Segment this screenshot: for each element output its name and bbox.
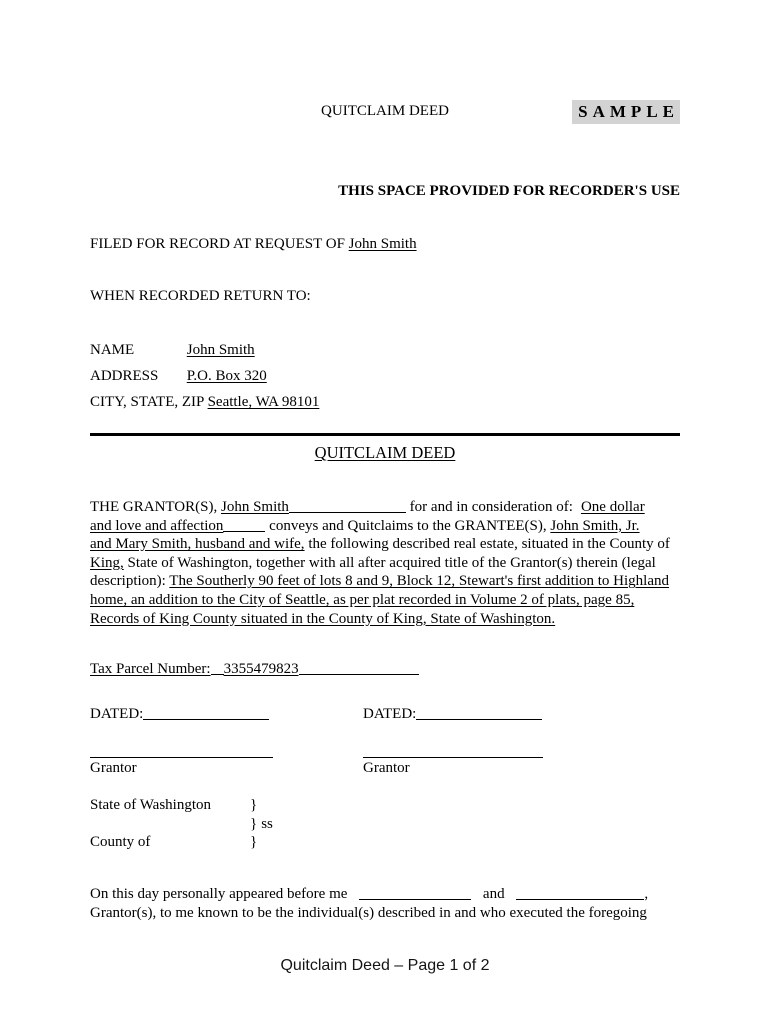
city-state-zip-label: CITY, STATE, ZIP [90,394,204,410]
grantor-name-value: John Smith [220,499,289,515]
county-value: King, [90,554,124,571]
consideration-value: One dollar [580,499,645,515]
name-row [90,337,680,363]
appearer-blank-1 [359,898,471,900]
address-label: ADDRESS [90,368,159,384]
deed-line-7: Records of King County situated in the County of King, State of Washington. [90,610,556,627]
county-row [90,833,680,852]
county-label: County of [90,834,151,851]
return-to-label: WHEN RECORDED RETURN TO: [90,288,311,304]
acknowledgment-line-2: Grantor(s), to me known to be the individual(s) described in and who executed the foregoing [90,904,647,921]
name-value: John Smith [186,342,255,358]
signature-row [90,742,680,782]
deed-line-5: description): The Southerly 90 feet of lots 8 and 9, Block 12, Stewart's first addition to Highland [90,573,670,590]
grantee-name-value: John Smith, Jr. [550,517,640,534]
deed-line-4: King, State of Washington, together with all after acquired title of the Grantor(s) therein (legal [90,554,656,571]
deed-line-3: and Mary Smith, husband and wife, the following described real estate, situated in the County of [90,536,670,553]
dated-blank-left [143,718,269,720]
tax-parcel-line [90,661,680,678]
grantor-signature-line-right [363,757,543,758]
brace: } [250,797,258,813]
address-value: P.O. Box 320 [186,368,267,384]
consideration-blank [223,530,265,532]
address-row [90,363,680,389]
brace: } [250,834,258,851]
document-title: QUITCLAIM DEED [321,103,449,119]
brace: } [250,815,258,832]
page-footer: Quitclaim Deed – Page 1 of 2 [280,957,490,974]
dated-row [90,706,680,726]
dated-field-right: DATED: [363,706,542,723]
city-state-zip-row [90,389,680,415]
filed-value: John Smith [348,236,417,252]
deed-line-6: home, an addition to the City of Seattle, as per plat recorded in Volume 2 of plats, page 85, [90,591,635,608]
ss-label: ss [261,815,273,832]
acknowledgment-paragraph [90,885,680,922]
grantor-label-right: Grantor [363,760,410,776]
state-label: State of Washington [90,797,212,813]
dated-field-left: DATED: [90,706,269,723]
deed-body-paragraph [90,498,680,628]
document-header [90,103,680,120]
grantor-signature-line-left [90,757,273,758]
dated-blank-right [416,718,542,720]
acknowledgment-line-1: On this day personally appeared before me and , [90,886,649,902]
sample-watermark-badge: SAMPLE [572,100,680,124]
grantor-label-left: Grantor [90,760,137,776]
tax-parcel-blank [299,673,419,675]
filed-for-record-line [90,236,680,253]
section-divider-rule [90,433,680,436]
recorder-use-note: THIS SPACE PROVIDED FOR RECORDER'S USE [338,183,680,199]
name-label: NAME [90,342,135,358]
tax-parcel-value: 3355479823 [223,661,299,677]
grantor-name-blank [289,511,406,513]
deed-line-1: THE GRANTOR(S), John Smith for and in consideration of: One dollar [90,499,645,515]
legal-description-value: The Southerly 90 feet of lots 8 and 9, Block 12, Stewart's first addition to Highland [169,573,670,590]
tax-parcel-label: Tax Parcel Number: [90,661,211,677]
notary-venue-block [90,796,680,852]
ss-row [90,815,680,834]
deed-line-2: and love and affection conveys and Quitclaims to the GRANTEE(S), John Smith, Jr. [90,517,640,534]
appearer-blank-2 [516,898,644,900]
return-address-block [90,337,680,415]
deed-section-heading: QUITCLAIM DEED [314,443,456,462]
filed-label: FILED FOR RECORD AT REQUEST OF [90,236,345,252]
city-state-zip-value: Seattle, WA 98101 [207,394,320,410]
state-row [90,796,680,815]
